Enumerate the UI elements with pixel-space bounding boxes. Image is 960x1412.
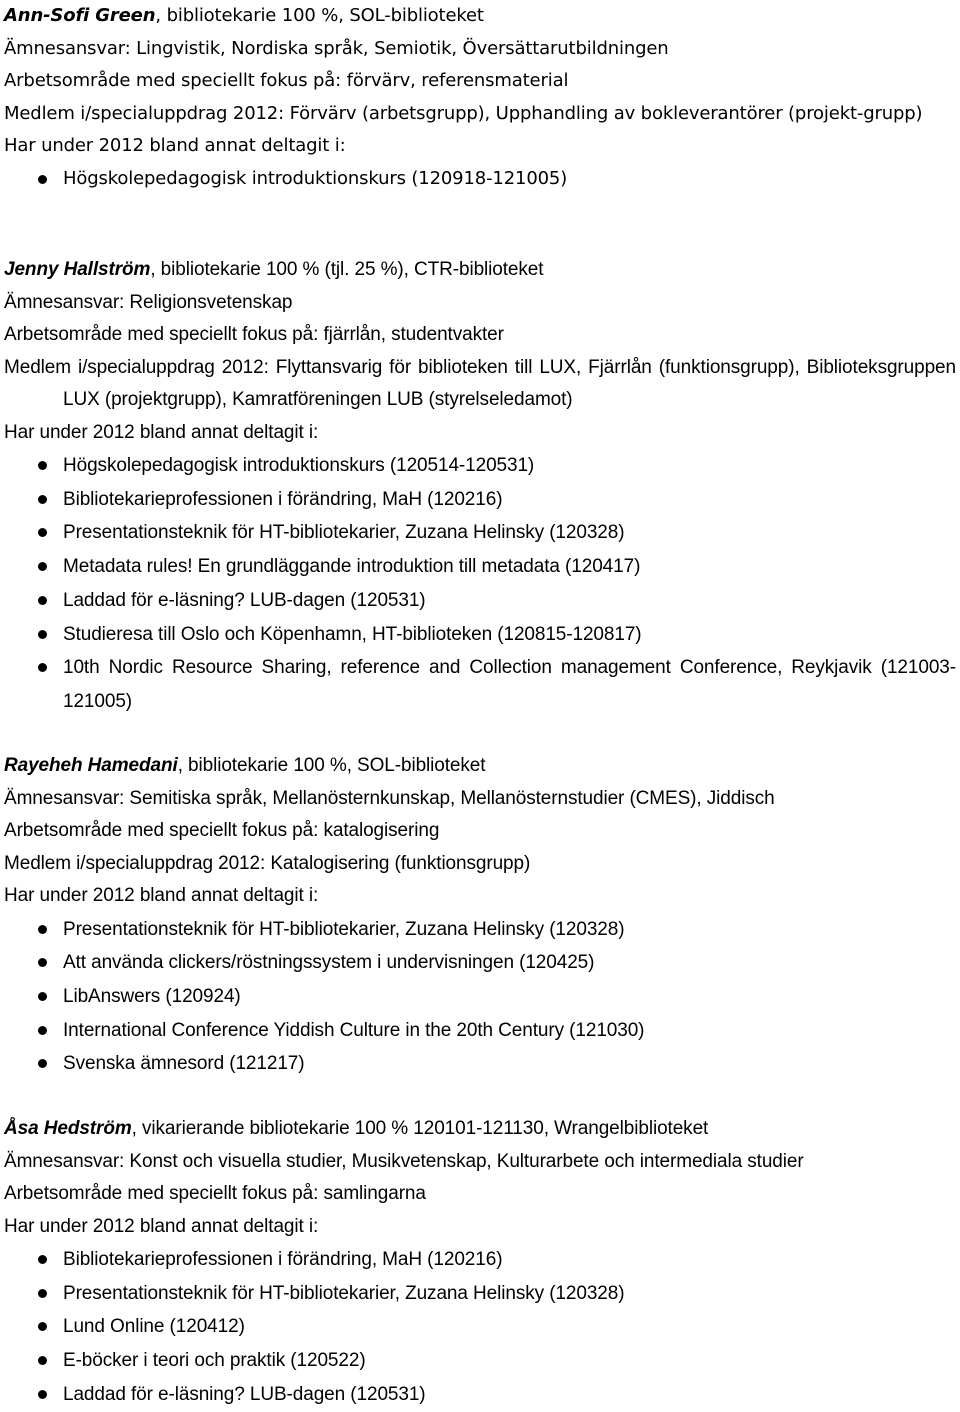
list-item: Laddad för e-läsning? LUB-dagen (120531)	[4, 1378, 956, 1412]
list-item: Svenska ämnesord (121217)	[4, 1047, 956, 1081]
bullet-icon	[38, 958, 47, 967]
bullet-icon	[38, 1255, 47, 1264]
member-assignments: Medlem i/specialuppdrag 2012: Förvärv (arbetsgrupp), Upphandling av bokleverantörer (projekt-grupp)	[4, 102, 923, 124]
participation-list	[4, 449, 956, 719]
list-item: International Conference Yiddish Culture in the 20th Century (121030)	[4, 1014, 956, 1048]
staff-role: , bibliotekarie 100 % (tjl. 25 %), CTR-biblioteket	[150, 259, 544, 280]
member-assignments: Medlem i/specialuppdrag 2012: Katalogisering (funktionsgrupp)	[4, 852, 531, 874]
staff-name: Rayeheh Hamedani	[4, 755, 178, 776]
list-item: 10th Nordic Resource Sharing, reference and Collection management Conference, Reykjavik (121003-121005)	[4, 651, 956, 718]
list-item: LibAnswers (120924)	[4, 980, 956, 1014]
bullet-icon	[38, 1026, 47, 1035]
bullet-icon	[38, 562, 47, 571]
participation-list	[4, 1243, 956, 1412]
list-item: Bibliotekarieprofessionen i förändring, MaH (120216)	[4, 1243, 956, 1277]
bullet-icon	[38, 596, 47, 605]
bullet-icon	[38, 461, 47, 470]
subject-responsibility: Ämnesansvar: Religionsvetenskap	[4, 291, 293, 313]
staff-name: Ann-Sofi Green	[4, 5, 156, 26]
focus-area: Arbetsområde med speciellt fokus på: förvärv, referensmaterial	[4, 70, 569, 91]
list-item: Lund Online (120412)	[4, 1310, 956, 1344]
subject-responsibility: Ämnesansvar: Lingvistik, Nordiska språk, Semiotik, Översättarutbildningen	[4, 37, 669, 59]
participated-heading: Har under 2012 bland annat deltagit i:	[4, 421, 319, 443]
list-item: Presentationsteknik för HT-bibliotekarier, Zuzana Helinsky (120328)	[4, 1277, 956, 1311]
bullet-icon	[38, 495, 47, 504]
list-item: Studieresa till Oslo och Köpenhamn, HT-biblioteken (120815-120817)	[4, 618, 956, 652]
staff-role: , bibliotekarie 100 %, SOL-biblioteket	[155, 5, 484, 26]
bullet-icon	[38, 663, 47, 672]
staff-entry-ann-sofi-green	[4, 0, 956, 195]
list-item: E-böcker i teori och praktik (120522)	[4, 1344, 956, 1378]
bullet-icon	[38, 992, 47, 1001]
staff-role: , bibliotekarie 100 %, SOL-biblioteket	[177, 755, 486, 776]
focus-area: Arbetsområde med speciellt fokus på: katalogisering	[4, 820, 440, 841]
staff-role: , vikarierande bibliotekarie 100 % 120101-121130, Wrangelbiblioteket	[131, 1118, 709, 1139]
bullet-icon	[38, 630, 47, 639]
bullet-icon	[38, 1356, 47, 1365]
list-item: Högskolepedagogisk introduktionskurs (120918-121005)	[4, 163, 956, 196]
bullet-icon	[38, 925, 47, 934]
list-item: Presentationsteknik för HT-bibliotekarier, Zuzana Helinsky (120328)	[4, 913, 956, 947]
list-item: Metadata rules! En grundläggande introduktion till metadata (120417)	[4, 550, 956, 584]
staff-entry-jenny-hallstrom	[4, 254, 956, 719]
list-item: Presentationsteknik för HT-bibliotekarier, Zuzana Helinsky (120328)	[4, 516, 956, 550]
staff-heading	[4, 0, 956, 33]
staff-heading	[4, 254, 956, 287]
focus-area: Arbetsområde med speciellt fokus på: samlingarna	[4, 1183, 426, 1204]
list-item: Högskolepedagogisk introduktionskurs (120514-120531)	[4, 449, 956, 483]
participated-heading: Har under 2012 bland annat deltagit i:	[4, 135, 346, 156]
bullet-icon	[38, 528, 47, 537]
participation-list	[4, 913, 956, 1082]
participation-list	[4, 163, 956, 196]
staff-heading	[4, 1113, 956, 1146]
bullet-icon	[38, 175, 47, 184]
staff-entry-rayeheh-hamedani	[4, 750, 956, 1081]
bullet-icon	[38, 1390, 47, 1399]
staff-name: Jenny Hallström	[4, 259, 151, 280]
participated-heading: Har under 2012 bland annat deltagit i:	[4, 1215, 319, 1237]
subject-responsibility: Ämnesansvar: Konst och visuella studier, Musikvetenskap, Kulturarbete och intermediala studier	[4, 1150, 804, 1172]
staff-heading	[4, 750, 956, 783]
subject-responsibility: Ämnesansvar: Semitiska språk, Mellanösternkunskap, Mellanösternstudier (CMES), Jiddisch	[4, 787, 775, 809]
bullet-icon	[38, 1059, 47, 1068]
participated-heading: Har under 2012 bland annat deltagit i:	[4, 885, 319, 906]
list-item: Att använda clickers/röstningssystem i undervisningen (120425)	[4, 946, 956, 980]
staff-name: Åsa Hedström	[4, 1118, 132, 1139]
bullet-icon	[38, 1322, 47, 1331]
bullet-icon	[38, 1289, 47, 1298]
list-item: Bibliotekarieprofessionen i förändring, MaH (120216)	[4, 483, 956, 517]
member-assignments: Medlem i/specialuppdrag 2012: Flyttansvarig för biblioteken till LUX, Fjärrlån (funktionsgrupp), Biblioteksgruppen LUX (projektgrupp), Kamratföreningen LUB (styrelseledamot)	[4, 356, 956, 410]
staff-entry-asa-hedstrom	[4, 1113, 956, 1412]
focus-area: Arbetsområde med speciellt fokus på: fjärrlån, studentvakter	[4, 324, 504, 345]
list-item: Laddad för e-läsning? LUB-dagen (120531)	[4, 584, 956, 618]
